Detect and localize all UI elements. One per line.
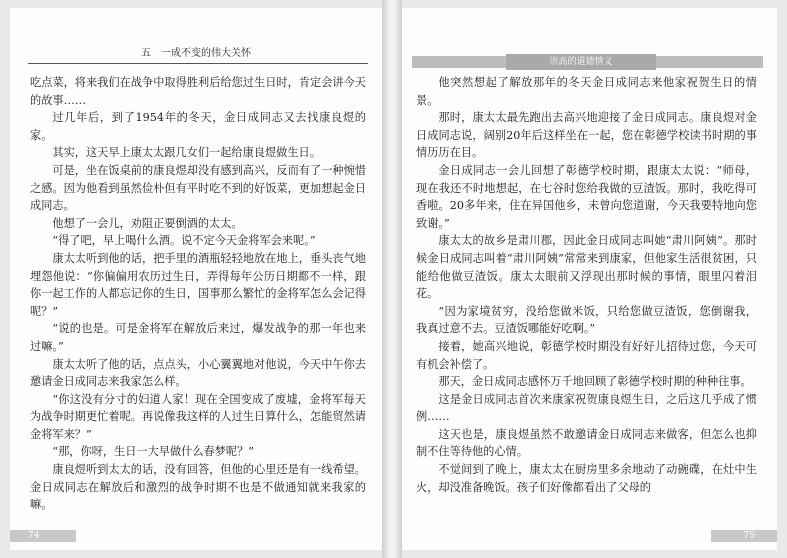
paragraph: 可是，坐在饭桌前的康良煜却没有感到高兴，反而有了一种惋惜之感。因为他看到虽然俭朴但有平时吃不到的好饭菜，更加想起金日成同志。 xyxy=(30,163,366,213)
paragraph: 吃点菜，将来我们在战争中取得胜利后给您过生日时，肯定会讲今天的故事…… xyxy=(30,76,366,107)
left-page xyxy=(10,8,382,550)
paragraph: 这是金日成同志首次来康家祝贺康良煜生日，之后这几乎成了惯例…… xyxy=(416,392,757,424)
paragraph: 康良煜听到太太的话，没有回答，但他的心里还是有一线希望。金日成同志在解放后和激烈的战争时期不也是不做通知就来我家的嘛。 xyxy=(30,463,366,512)
page-number: 75 xyxy=(743,531,755,541)
paragraph: 接着，她高兴地说，彰德学校时期没有好好儿招待过您，今天可有机会补偿了。 xyxy=(416,339,757,371)
paragraph: “说的也是。可是金将军在解放后来过，爆发战争的那一年也来过嘛。” xyxy=(30,322,366,353)
paragraph: 不觉间到了晚上，康太太在厨房里多余地动了动碗碟，在灶中生火，却没准备晚饭。孩子们好像都看出了父母的 xyxy=(416,463,757,494)
paragraph: “你这没有分寸的妇道人家！现在全国变成了废墟，金将军每天为战争时期更忙着呢。再说像我这样的人过生日算什么，怎能贸然请金将军来？” xyxy=(30,392,366,441)
running-header-left: 五 一成不变的伟大关怀 xyxy=(141,48,251,59)
right-page-body xyxy=(416,74,757,496)
paragraph: 康太太听了他的话，点点头，小心翼翼地对他说，今天中午你去邀请金日成同志来我家怎么样。 xyxy=(30,357,366,389)
paragraph: 他想了一会儿，劝阻正要倒酒的太太。 xyxy=(52,216,243,230)
running-header-right: 崇高的道德情义 xyxy=(506,54,656,70)
paragraph: 康太太听到他的话，把手里的酒瓶轻轻地放在地上，垂头丧气地埋怨他说：“你偏偏用农历过生日，弄得每年公历日期都不一样，跟你一起工作的人都忘记你的生日，国事那么繁忙的金将军怎么会记得呢？” xyxy=(30,251,366,318)
paragraph: 他突然想起了解放那年的冬天金日成同志来他家祝贺生日的情景。 xyxy=(416,76,757,107)
paragraph: 那天，金日成同志感怀万千地回顾了彰德学校时期的种种往事。 xyxy=(438,375,752,389)
book-gutter xyxy=(382,0,402,558)
paragraph: “因为家境贫穷，没给您做米饭，只给您做豆渣饭，您倒谢我，我真过意不去。豆渣饭哪能好吃啊。” xyxy=(416,304,757,336)
paragraph: 过几年后，到了1954年的冬天，金日成同志又去找康良煜的家。 xyxy=(30,111,366,142)
left-page-body xyxy=(30,74,366,514)
paragraph: “那，你呀，生日一大早做什么春梦呢？” xyxy=(52,445,255,459)
header-rule xyxy=(28,63,368,64)
paragraph: 其实，这天早上康太太跟几女们一起给康良煜做生日。 xyxy=(52,146,321,160)
paragraph: 金日成同志一会儿回想了彰德学校时期，跟康太太说：“师母，现在我还不时地想起，在七谷时您给我做的豆渣饭。那时，我吃得可香啦。20多年来，住在异国他乡，未曾向您道谢，今天我要特地向您致谢。” xyxy=(416,163,757,230)
page-number: 74 xyxy=(28,531,40,541)
right-page xyxy=(402,8,777,550)
paragraph: 这天也是，康良煜虽然不敢邀请金日成同志来做客，但怎么也抑制不住等待他的心情。 xyxy=(416,427,757,459)
page-number-bar xyxy=(10,530,76,542)
paragraph: 康太太的故乡是肃川郡，因此金日成同志叫她“肃川阿姨”。那时候金日成同志叫着“肃川阿姨”常常来到康家，但他家生活很贫困，只能给他做豆渣饭。康太太眼前又浮现出那时候的事情，眼里闪着泪花。 xyxy=(416,234,757,301)
paragraph: 那时，康太太最先跑出去高兴地迎接了金日成同志。康良煜对金日成同志说，阔别20年后这样坐在一起，您在彰德学校读书时期的事情历历在目。 xyxy=(416,111,757,160)
paragraph: “得了吧，早上喝什么酒。说不定今天金将军会来呢。” xyxy=(52,234,316,248)
